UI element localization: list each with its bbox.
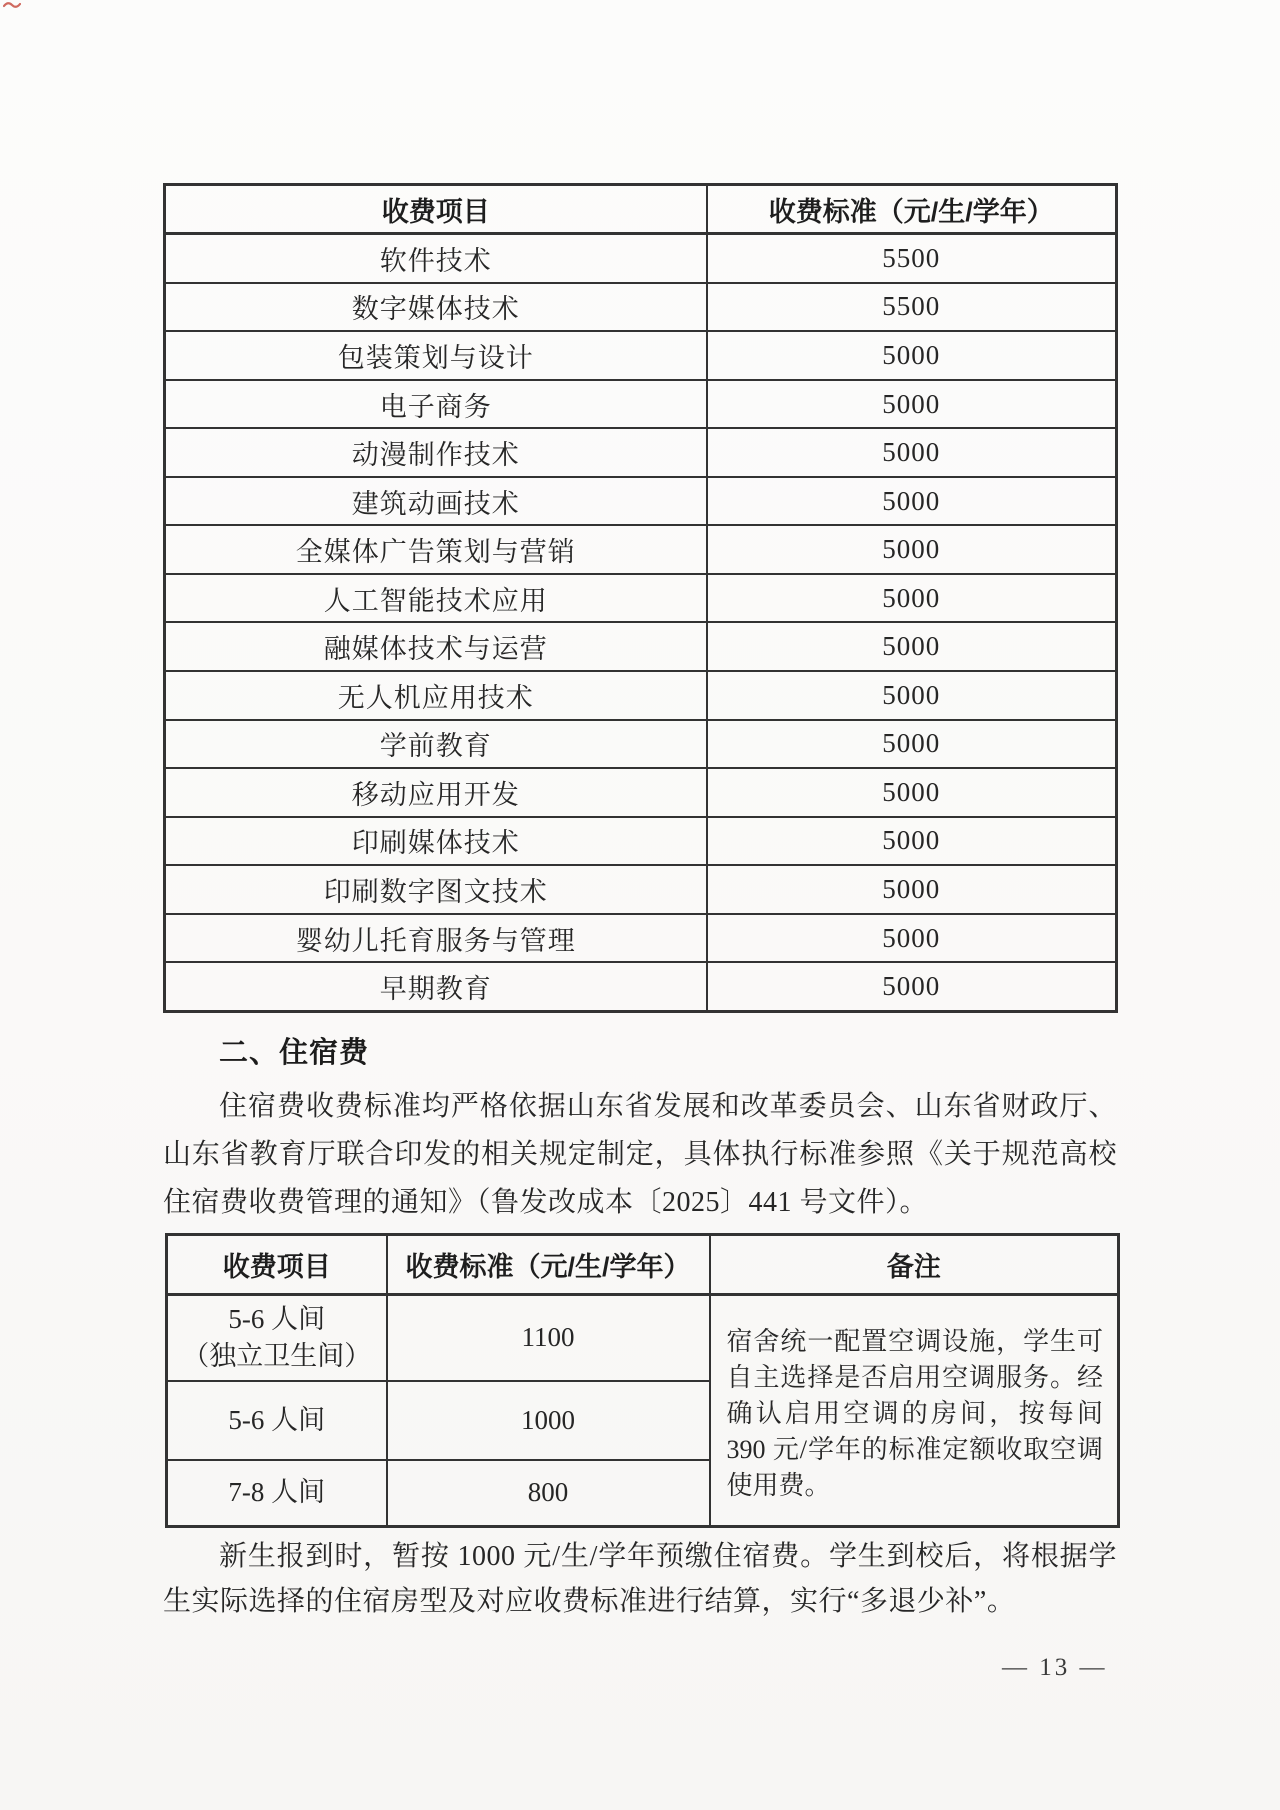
table-row: [165, 865, 1117, 914]
item-cell: 人工智能技术应用: [165, 574, 707, 623]
fee-cell: 5000: [707, 380, 1117, 429]
fee-cell: 5500: [707, 234, 1117, 283]
item-cell: 包装策划与设计: [165, 331, 707, 380]
item-cell: 学前教育: [165, 720, 707, 769]
item-cell: 早期教育: [165, 962, 707, 1011]
tuition-fee-table: [163, 183, 1118, 1013]
accommodation-fee-table: [165, 1233, 1120, 1528]
table-row: [167, 1295, 1119, 1381]
fee-cell: 5000: [707, 865, 1117, 914]
item-cell: [167, 1295, 387, 1381]
fee-cell: 5000: [707, 671, 1117, 720]
item-cell: 建筑动画技术: [165, 477, 707, 526]
table-row: [165, 428, 1117, 477]
item-cell: 无人机应用技术: [165, 671, 707, 720]
table-row: [165, 962, 1117, 1011]
item-cell: 数字媒体技术: [165, 283, 707, 332]
accommodation-intro-paragraph: 住宿费收费标准均严格依据山东省发展和改革委员会、山东省财政厅、山东省教育厅联合印发的相关规定制定，具体执行标准参照《关于规范高校住宿费收费管理的通知》（鲁发改成本〔2025〕441 号文件）。: [163, 1091, 1117, 1218]
fee-cell: 1100: [387, 1295, 710, 1381]
fee-cell: 5000: [707, 477, 1117, 526]
table-row: [165, 914, 1117, 963]
column-header-fee: 收费标准（元/生/学年）: [707, 185, 1117, 234]
fee-cell: 1000: [387, 1381, 710, 1460]
table-row: [165, 671, 1117, 720]
table-header-row: [167, 1235, 1119, 1295]
item-cell: 全媒体广告策划与营销: [165, 525, 707, 574]
column-header-note: 备注: [710, 1235, 1119, 1295]
fee-cell: 5000: [707, 914, 1117, 963]
page-number: — 13 —: [1002, 1654, 1108, 1681]
table-row: [165, 331, 1117, 380]
table-header-row: [165, 185, 1117, 234]
remark-cell: 宿舍统一配置空调设施，学生可自主选择是否启用空调服务。经确认启用空调的房间，按每间 390 元/学年的标准定额收取空调使用费。: [710, 1295, 1119, 1527]
table-row: [165, 622, 1117, 671]
fee-cell: 5000: [707, 962, 1117, 1011]
fee-cell: 5500: [707, 283, 1117, 332]
column-header-item: 收费项目: [167, 1235, 387, 1295]
item-cell: 印刷媒体技术: [165, 817, 707, 866]
table-row: [165, 234, 1117, 283]
fee-cell: 5000: [707, 525, 1117, 574]
item-cell: 印刷数字图文技术: [165, 865, 707, 914]
table-row: [165, 720, 1117, 769]
column-header-fee: 收费标准（元/生/学年）: [387, 1235, 710, 1295]
scan-artifact-mark: [3, 0, 21, 10]
fee-cell: 5000: [707, 428, 1117, 477]
item-cell: 动漫制作技术: [165, 428, 707, 477]
room-type-line1: 5-6 人间: [228, 1303, 326, 1334]
item-cell: 电子商务: [165, 380, 707, 429]
table-row: [165, 768, 1117, 817]
prepayment-paragraph: 新生报到时，暂按 1000 元/生/学年预缴住宿费。学生到校后，将根据学生实际选择的住宿房型及对应收费标准进行结算，实行“多退少补”。: [163, 1541, 1117, 1617]
item-cell: 5-6 人间: [167, 1381, 387, 1460]
table-row: [165, 574, 1117, 623]
fee-cell: 5000: [707, 331, 1117, 380]
item-cell: 移动应用开发: [165, 768, 707, 817]
fee-cell: 5000: [707, 768, 1117, 817]
table-row: [165, 525, 1117, 574]
item-cell: 软件技术: [165, 234, 707, 283]
item-cell: 融媒体技术与运营: [165, 622, 707, 671]
column-header-item: 收费项目: [165, 185, 707, 234]
fee-cell: 5000: [707, 574, 1117, 623]
fee-cell: 5000: [707, 622, 1117, 671]
table-row: [165, 283, 1117, 332]
table-row: [165, 477, 1117, 526]
room-type-line2: （独立卫生间）: [182, 1340, 372, 1371]
fee-cell: 5000: [707, 720, 1117, 769]
item-cell: 婴幼儿托育服务与管理: [165, 914, 707, 963]
section-heading-accommodation: 二、住宿费: [219, 1037, 370, 1069]
fee-cell: 800: [387, 1460, 710, 1527]
item-cell: 7-8 人间: [167, 1460, 387, 1527]
table-row: [165, 817, 1117, 866]
fee-cell: 5000: [707, 817, 1117, 866]
table-row: [165, 380, 1117, 429]
